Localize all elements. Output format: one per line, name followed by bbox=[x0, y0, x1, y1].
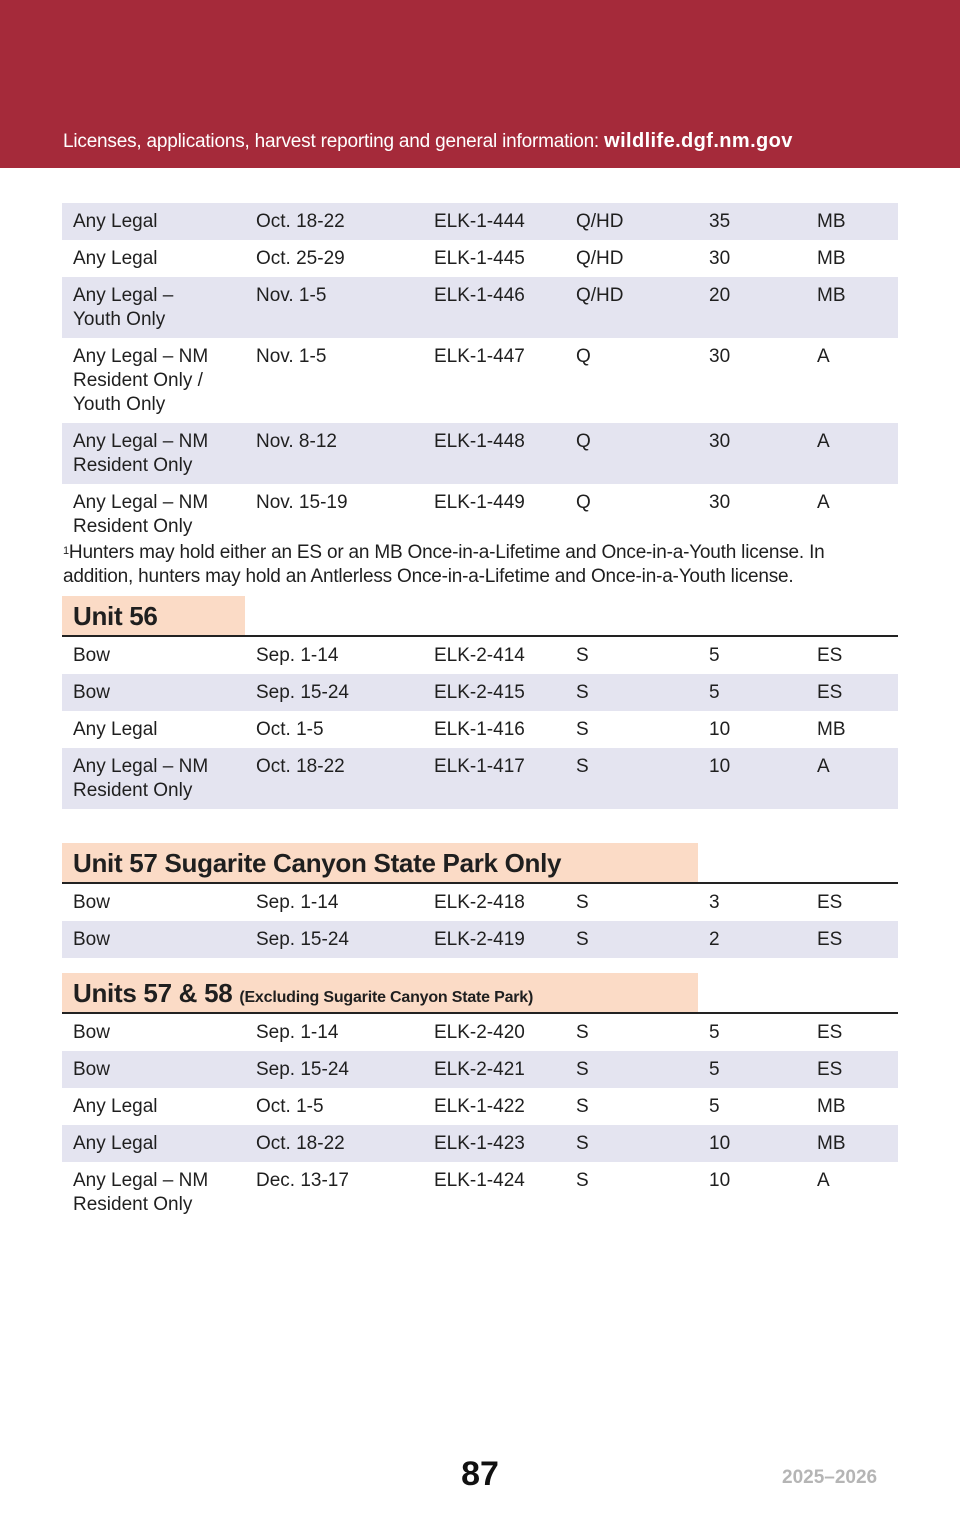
dates-cell: Dec. 13-17 bbox=[256, 1170, 349, 1191]
weapon-cell: Any Legal bbox=[73, 248, 158, 269]
section-title: Unit 56 bbox=[62, 596, 245, 636]
hunt-table-top bbox=[62, 203, 898, 540]
licenses-cell: 30 bbox=[709, 346, 731, 367]
draw-cell: Q/HD bbox=[576, 248, 624, 269]
hunt-code-cell: ELK-1-417 bbox=[434, 756, 525, 777]
hunt-code-cell: ELK-1-449 bbox=[434, 492, 525, 513]
bag-cell: A bbox=[817, 1170, 830, 1191]
unit-56-table bbox=[62, 637, 898, 809]
licenses-cell: 5 bbox=[709, 682, 720, 703]
footnote bbox=[63, 541, 883, 589]
bag-cell: A bbox=[817, 756, 830, 777]
bag-cell: ES bbox=[817, 645, 843, 666]
hunt-code-cell: ELK-2-418 bbox=[434, 892, 525, 913]
table-row bbox=[62, 240, 898, 277]
licenses-cell: 20 bbox=[709, 285, 731, 306]
hunt-code-cell: ELK-2-420 bbox=[434, 1022, 525, 1043]
hunt-code-cell: ELK-1-447 bbox=[434, 346, 525, 367]
dates-cell: Sep. 15-24 bbox=[256, 682, 349, 703]
dates-cell: Sep. 1-14 bbox=[256, 1022, 339, 1043]
hunt-code-cell: ELK-1-416 bbox=[434, 719, 525, 740]
licenses-cell: 3 bbox=[709, 892, 720, 913]
hunt-code-cell: ELK-1-422 bbox=[434, 1096, 525, 1117]
footnote-marker: 1 bbox=[63, 545, 69, 557]
section-title-main: Units 57 & 58 bbox=[73, 978, 233, 1008]
dates-cell: Nov. 1-5 bbox=[256, 285, 327, 306]
dates-cell: Sep. 15-24 bbox=[256, 1059, 349, 1080]
table-row bbox=[62, 711, 898, 748]
draw-cell: Q/HD bbox=[576, 285, 624, 306]
licenses-cell: 5 bbox=[709, 1022, 720, 1043]
dates-cell: Oct. 18-22 bbox=[256, 1133, 345, 1154]
draw-cell: S bbox=[576, 719, 589, 740]
draw-cell: Q bbox=[576, 431, 591, 452]
units-57-58-table bbox=[62, 1014, 898, 1223]
header-info bbox=[63, 130, 793, 153]
weapon-cell: Bow bbox=[73, 682, 110, 703]
draw-cell: Q/HD bbox=[576, 211, 624, 232]
weapon-cell: Bow bbox=[73, 1059, 110, 1080]
table-row bbox=[62, 423, 898, 484]
bag-cell: MB bbox=[817, 211, 846, 232]
bag-cell: MB bbox=[817, 1096, 846, 1117]
hunt-code-cell: ELK-1-448 bbox=[434, 431, 525, 452]
section-subtitle: (Excluding Sugarite Canyon State Park) bbox=[239, 989, 534, 1006]
table-row bbox=[62, 338, 898, 423]
dates-cell: Oct. 1-5 bbox=[256, 1096, 324, 1117]
weapon-cell: Bow bbox=[73, 892, 110, 913]
section-title: Unit 57 Sugarite Canyon State Park Only bbox=[62, 843, 698, 883]
draw-cell: S bbox=[576, 1022, 589, 1043]
licenses-cell: 35 bbox=[709, 211, 731, 232]
bag-cell: ES bbox=[817, 682, 843, 703]
hunt-code-cell: ELK-1-445 bbox=[434, 248, 525, 269]
hunt-code-cell: ELK-1-446 bbox=[434, 285, 525, 306]
table-row bbox=[62, 748, 898, 809]
dates-cell: Nov. 8-12 bbox=[256, 431, 337, 452]
licenses-cell: 10 bbox=[709, 1170, 731, 1191]
table-row bbox=[62, 203, 898, 240]
draw-cell: S bbox=[576, 756, 589, 777]
licenses-cell: 30 bbox=[709, 492, 731, 513]
dates-cell: Oct. 1-5 bbox=[256, 719, 324, 740]
bag-cell: MB bbox=[817, 1133, 846, 1154]
table-row bbox=[62, 674, 898, 711]
draw-cell: S bbox=[576, 645, 589, 666]
weapon-cell: Any Legal bbox=[73, 719, 158, 740]
table-row bbox=[62, 637, 898, 674]
table-row bbox=[62, 921, 898, 958]
weapon-cell: Bow bbox=[73, 645, 110, 666]
draw-cell: Q bbox=[576, 346, 591, 367]
weapon-cell: Any Legal – NM Resident Only bbox=[73, 756, 209, 801]
weapon-cell: Any Legal – NM Resident Only bbox=[73, 492, 209, 537]
draw-cell: S bbox=[576, 682, 589, 703]
weapon-cell: Any Legal bbox=[73, 1133, 158, 1154]
licenses-cell: 10 bbox=[709, 719, 731, 740]
page-number: 87 bbox=[461, 1455, 499, 1493]
hunt-code-cell: ELK-1-424 bbox=[434, 1170, 525, 1191]
table-row bbox=[62, 1088, 898, 1125]
licenses-cell: 2 bbox=[709, 929, 720, 950]
licenses-cell: 5 bbox=[709, 645, 720, 666]
unit-57-table bbox=[62, 884, 898, 958]
bag-cell: MB bbox=[817, 719, 846, 740]
weapon-cell: Bow bbox=[73, 1022, 110, 1043]
licenses-cell: 10 bbox=[709, 1133, 731, 1154]
weapon-cell: Any Legal bbox=[73, 1096, 158, 1117]
table-row bbox=[62, 1125, 898, 1162]
licenses-cell: 30 bbox=[709, 431, 731, 452]
bag-cell: ES bbox=[817, 892, 843, 913]
draw-cell: S bbox=[576, 892, 589, 913]
draw-cell: S bbox=[576, 929, 589, 950]
licenses-cell: 10 bbox=[709, 756, 731, 777]
table-row bbox=[62, 1014, 898, 1051]
bag-cell: MB bbox=[817, 248, 846, 269]
dates-cell: Oct. 18-22 bbox=[256, 756, 345, 777]
draw-cell: S bbox=[576, 1096, 589, 1117]
draw-cell: S bbox=[576, 1170, 589, 1191]
bag-cell: ES bbox=[817, 1059, 843, 1080]
header-banner bbox=[0, 0, 960, 168]
season-label: 2025–2026 bbox=[782, 1467, 878, 1488]
bag-cell: A bbox=[817, 492, 830, 513]
table-row bbox=[62, 1051, 898, 1088]
section-title bbox=[62, 973, 698, 1013]
website-link[interactable]: wildlife.dgf.nm.gov bbox=[604, 130, 793, 152]
weapon-cell: Any Legal – NM Resident Only / Youth Only bbox=[73, 346, 209, 415]
bag-cell: ES bbox=[817, 1022, 843, 1043]
hunt-code-cell: ELK-2-415 bbox=[434, 682, 525, 703]
hunt-code-cell: ELK-2-414 bbox=[434, 645, 525, 666]
dates-cell: Sep. 15-24 bbox=[256, 929, 349, 950]
header-info-text: Licenses, applications, harvest reporting and general information: bbox=[63, 131, 600, 152]
hunt-code-cell: ELK-1-423 bbox=[434, 1133, 525, 1154]
hunt-code-cell: ELK-1-444 bbox=[434, 211, 525, 232]
table-row bbox=[62, 484, 898, 540]
bag-cell: A bbox=[817, 431, 830, 452]
bag-cell: MB bbox=[817, 285, 846, 306]
hunt-code-cell: ELK-2-419 bbox=[434, 929, 525, 950]
bag-cell: A bbox=[817, 346, 830, 367]
table-row bbox=[62, 884, 898, 921]
weapon-cell: Any Legal – NM Resident Only bbox=[73, 431, 209, 476]
licenses-cell: 5 bbox=[709, 1059, 720, 1080]
licenses-cell: 5 bbox=[709, 1096, 720, 1117]
footnote-text: Hunters may hold either an ES or an MB Once-in-a-Lifetime and Once-in-a-Youth license. In addition, hunters may hold an Antlerless Once-in-a-Lifetime and Once-in-a-Youth license. bbox=[63, 542, 825, 587]
weapon-cell: Any Legal bbox=[73, 211, 158, 232]
table-row bbox=[62, 277, 898, 338]
hunt-code-cell: ELK-2-421 bbox=[434, 1059, 525, 1080]
bag-cell: ES bbox=[817, 929, 843, 950]
draw-cell: Q bbox=[576, 492, 591, 513]
licenses-cell: 30 bbox=[709, 248, 731, 269]
dates-cell: Oct. 18-22 bbox=[256, 211, 345, 232]
draw-cell: S bbox=[576, 1059, 589, 1080]
weapon-cell: Any Legal – NM Resident Only bbox=[73, 1170, 209, 1215]
dates-cell: Nov. 1-5 bbox=[256, 346, 327, 367]
dates-cell: Sep. 1-14 bbox=[256, 892, 339, 913]
table-row bbox=[62, 1162, 898, 1223]
dates-cell: Sep. 1-14 bbox=[256, 645, 339, 666]
draw-cell: S bbox=[576, 1133, 589, 1154]
dates-cell: Nov. 15-19 bbox=[256, 492, 348, 513]
dates-cell: Oct. 25-29 bbox=[256, 248, 345, 269]
weapon-cell: Any Legal – Youth Only bbox=[73, 285, 174, 330]
weapon-cell: Bow bbox=[73, 929, 110, 950]
